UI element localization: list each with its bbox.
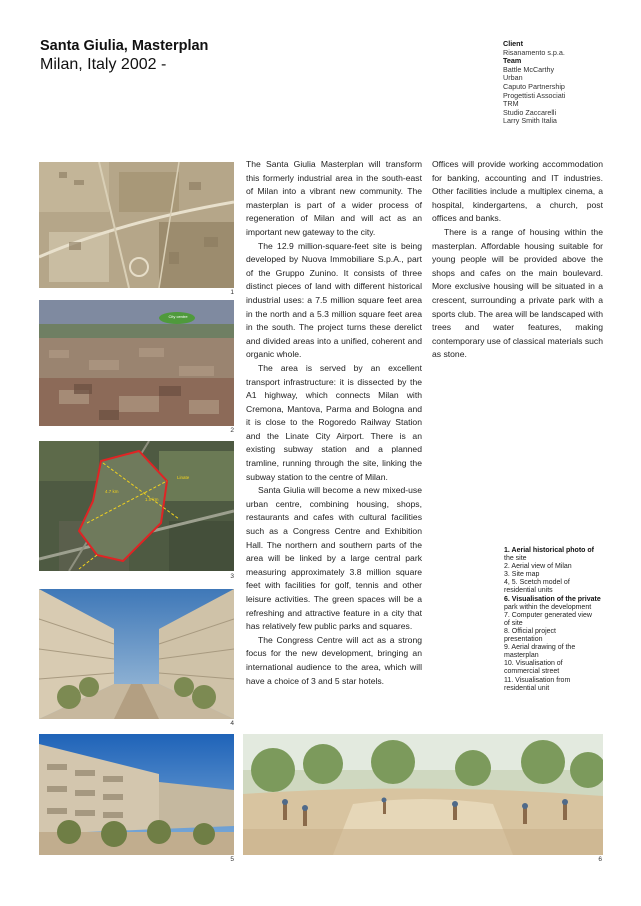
site-map bbox=[39, 441, 234, 571]
paragraph: The 12.9 million-square-feet site is being developed by Nuova Immobiliare S.p.A., part of the Gruppo Zunino. It consists of three distinct pieces of land with different historical industrial uses: a 7.5 million square feet area in the north and a 5.3 million square feet area in the south. The project turns these derelict and divided areas into a unified, coherent and organic whole. bbox=[246, 240, 422, 360]
caption-line: 11. Visualisation from bbox=[504, 676, 571, 684]
dimension-label: 4.7 km bbox=[105, 489, 119, 494]
caption-line: commercial street bbox=[504, 668, 560, 676]
caption-line: park within the development bbox=[504, 603, 592, 611]
text-column-1 bbox=[246, 158, 422, 688]
caption-line: 7. Computer generated view bbox=[504, 611, 592, 619]
figure-number: 5 bbox=[230, 856, 234, 863]
linate-label: Linate bbox=[177, 475, 190, 480]
team-member: Larry Smith Italia bbox=[503, 116, 557, 126]
figure-captions bbox=[504, 547, 616, 693]
caption-line: of site bbox=[504, 619, 523, 627]
aerial-view-milan bbox=[39, 300, 234, 426]
caption-line: 6. Visualisation of the private bbox=[504, 595, 601, 603]
paragraph: Offices will provide working accommodation for banking, accounting and IT industries. Other facilities include a multiplex cinema, a hospital, kindergartens, a church, post offices and banks. bbox=[432, 159, 603, 224]
figure-number: 2 bbox=[230, 427, 234, 434]
caption-line: residential unit bbox=[504, 684, 550, 692]
caption-line: masterplan bbox=[504, 652, 539, 660]
caption-line: 3. Site map bbox=[504, 571, 540, 579]
park-visualisation bbox=[243, 734, 603, 855]
caption-line: residential units bbox=[504, 587, 553, 595]
client-label: Client bbox=[503, 39, 523, 48]
caption-line: presentation bbox=[504, 636, 543, 644]
caption-line: 9. Aerial drawing of the bbox=[504, 644, 576, 652]
caption-line: 10. Visualisation of bbox=[504, 660, 563, 668]
figure-number: 1 bbox=[230, 289, 234, 296]
caption-line: 8. Official project bbox=[504, 627, 557, 635]
figure-number: 3 bbox=[230, 573, 234, 580]
paragraph: The area is served by an excellent transport infrastructure: it is dissected by the A1 highway, which connects Milan with Cremona, Mantova, Parma and Bologna and it is close to the Rogoredo Railway Station and the Linate City Airport. There is an existing subway station and a planned tramline, running through the site, linking the subway station to the centre of Milan. bbox=[246, 362, 422, 482]
figure-number: 4 bbox=[230, 720, 234, 727]
caption-line: 2. Aerial view of Milan bbox=[504, 563, 572, 571]
text-column-2 bbox=[432, 158, 603, 362]
caption-line: 4, 5. Scetch model of bbox=[504, 579, 570, 587]
project-info bbox=[503, 40, 565, 126]
aerial-historical-photo bbox=[39, 162, 234, 288]
paragraph: The Congress Centre will act as a strong focus for the new development, bringing an international audience to the area, which will have a choice of 3 and 5 star hotels. bbox=[246, 634, 422, 686]
sketch-model-residential bbox=[39, 734, 234, 855]
page-title: Santa Giulia, Masterplan bbox=[40, 38, 209, 54]
team-member: Caputo Partnership bbox=[503, 81, 565, 91]
dimension-label: 1.0 km bbox=[145, 497, 159, 502]
city-centre-badge: City centre bbox=[168, 314, 188, 319]
team-member: Studio Zaccarelli bbox=[503, 107, 557, 117]
paragraph: There is a range of housing within the masterplan. Affordable housing suitable for young people will be provided above the shops and cafes on the main boulevard. More exclusive housing will be situated in a crescent, surrounding a private park with a sports club. The area will be landscaped with trees and water features, making contemporary use of classical materials such as stone. bbox=[432, 226, 603, 360]
caption-line: the site bbox=[504, 555, 527, 563]
page-subtitle: Milan, Italy 2002 - bbox=[40, 56, 167, 73]
team-member: Battle McCarthy bbox=[503, 64, 555, 74]
team-member: Progettisti Associati bbox=[503, 90, 566, 100]
paragraph: The Santa Giulia Masterplan will transform this formerly industrial area in the south-east of Milan into a vibrant new community. The masterplan is part of a wider process of regeneration of Milan and will act as an important new gateway to the city. bbox=[246, 159, 422, 237]
figure-number: 6 bbox=[598, 856, 602, 863]
caption-line: 1. Aerial historical photo of bbox=[504, 547, 594, 554]
team-member: Urban bbox=[503, 73, 523, 83]
team-label: Team bbox=[503, 56, 522, 66]
client-name: Risanamento s.p.a. bbox=[503, 47, 565, 57]
sketch-model-street bbox=[39, 589, 234, 719]
paragraph: Santa Giulia will become a new mixed-use urban centre, combining housing, shops, restaurants and cafes with cultural facilities such as a Congress Centre and Exhibition Hall. The northern and southern parts of the area will be linked by a large central park measuring approximately 3.8 million square feet with facilities for golf, tennis and other leisure activities. The green spaces will be a refreshing and attractive feature in a city that has relatively few public parks and squares. bbox=[246, 485, 422, 632]
team-member: TRM bbox=[503, 99, 519, 109]
